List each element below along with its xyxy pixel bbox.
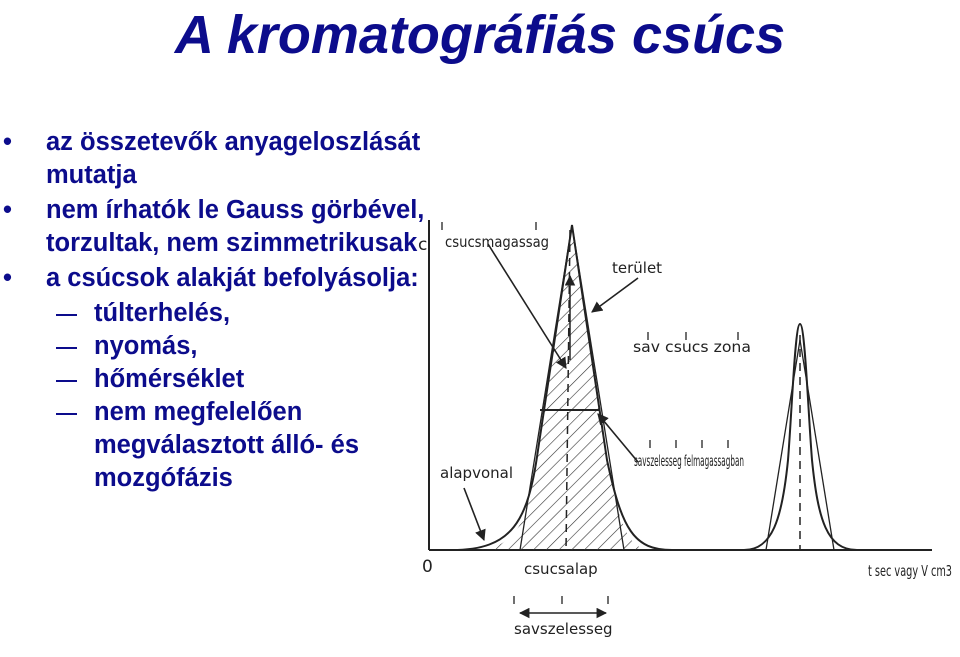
peak-2-tangent-left: [766, 340, 800, 550]
half-width-label: savszelesseg felmagassagban: [634, 452, 744, 470]
peak-base-label: csucsalap: [524, 560, 598, 578]
bandwidth-label: savszelesseg: [514, 620, 613, 638]
slide-title: A kromatográfiás csúcs: [174, 5, 786, 65]
baseline-pointer: [464, 488, 484, 540]
bullet-item: • a csúcsok alakját befolyásolja:: [0, 262, 430, 295]
peak-height-label: csucsmagassag: [445, 233, 549, 251]
x-axis-label: t sec vagy V cm3: [868, 562, 952, 580]
peak-height-pointer: [488, 244, 566, 368]
area-pointer: [592, 278, 638, 312]
y-axis-label: c: [418, 235, 428, 255]
bullet-item: • nem írhatók le Gauss görbével, torzultak, nem szimmetrikusak: [0, 194, 430, 260]
area-label: terület: [612, 259, 663, 277]
baseline-label: alapvonal: [440, 464, 513, 482]
origin-label: 0: [422, 557, 433, 577]
sub-bullet-item: túlterhelés,: [0, 297, 430, 330]
bullet-list: [0, 126, 430, 495]
peak-2-tangent-right: [800, 340, 834, 550]
bullet-item: • az összetevők anyageloszlását mutatja: [0, 126, 430, 192]
chromatogram-diagram: [412, 200, 960, 657]
band-zone-label: sav csucs zona: [633, 338, 751, 356]
sub-bullet-item: nem megfelelően megválasztott álló- és mozgófázis: [0, 396, 430, 495]
sub-bullet-item: hőmérséklet: [0, 363, 430, 396]
sub-bullet-item: nyomás,: [0, 330, 430, 363]
